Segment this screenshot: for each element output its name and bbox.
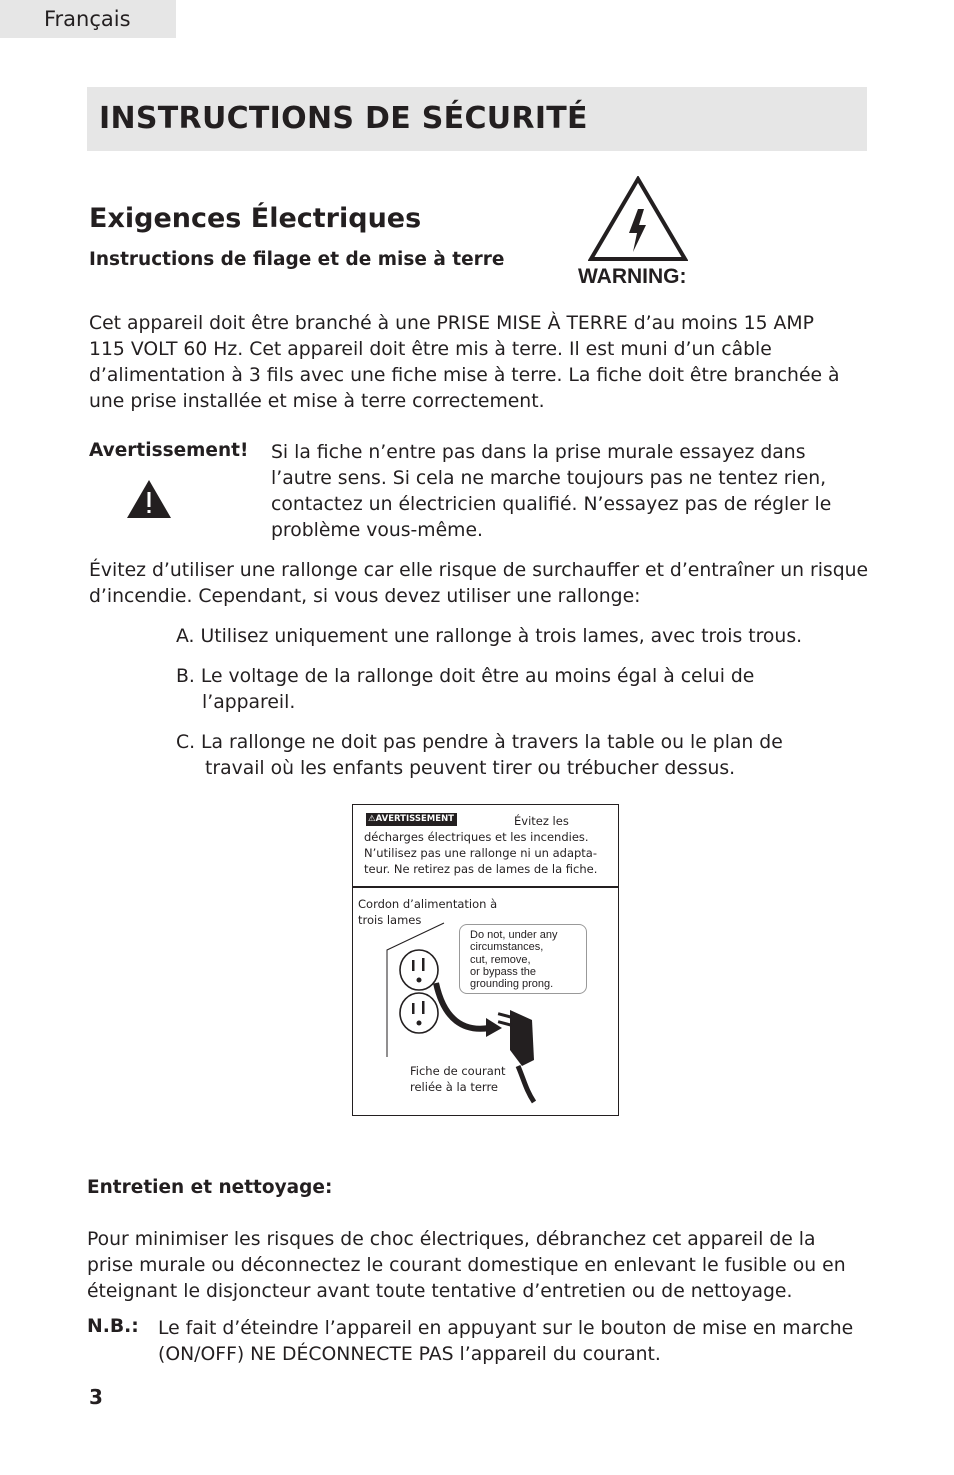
nb-text xyxy=(158,1316,878,1368)
outlet-receptacle-icon xyxy=(400,950,438,990)
callout-line: grounding prong. xyxy=(470,978,554,991)
avertissement-badge xyxy=(366,813,457,826)
paragraph-line: 115 VOLT 60 Hz. Cet appareil doit être mis à terre. Il est muni d’un câble xyxy=(89,339,772,360)
paragraph-line: l’autre sens. Si cela ne marche toujours pas ne tentez rien, xyxy=(271,468,827,489)
paragraph-line: une prise installée et mise à terre correctement. xyxy=(89,391,545,412)
paragraph-line: problème vous-même. xyxy=(271,520,483,541)
callout-text xyxy=(470,929,557,990)
caution-triangle-icon xyxy=(125,478,173,520)
list-item xyxy=(176,664,856,716)
title-banner xyxy=(87,87,867,151)
list-item xyxy=(176,730,856,782)
figure-line: Fiche de courant xyxy=(410,1064,506,1078)
plug-label xyxy=(410,1063,506,1095)
avertissement-text xyxy=(271,440,861,544)
outlet-receptacle-icon xyxy=(400,993,438,1033)
list-item-text: B. Le voltage de la rallonge doit être au moins égal à celui de xyxy=(176,666,755,687)
paragraph-line: éteignant le disjoncteur avant toute tentative d’entretien ou de nettoyage. xyxy=(87,1281,793,1302)
extension-intro xyxy=(89,558,879,610)
badge-label: AVERTISSEMENT xyxy=(375,814,454,824)
paragraph-line: prise murale ou déconnectez le courant domestique en enlevant le fusible ou en xyxy=(87,1255,846,1276)
figure-warning-first: Évitez les xyxy=(514,814,569,828)
list-item-continuation: travail où les enfants peuvent tirer ou trébucher dessus. xyxy=(205,758,736,779)
figure-warning-text xyxy=(364,829,614,877)
maintenance-heading: Entretien et nettoyage: xyxy=(87,1177,333,1198)
callout-line: circumstances, xyxy=(470,941,544,954)
badge-warning-icon: ⚠ xyxy=(368,814,376,824)
figure-divider xyxy=(352,886,619,888)
page-title: INSTRUCTIONS DE SÉCURITÉ xyxy=(99,101,588,136)
paragraph-line: Pour minimiser les risques de choc électriques, débranchez cet appareil de la xyxy=(87,1229,816,1250)
list-item-text: A. Utilisez uniquement une rallonge à trois lames, avec trois trous. xyxy=(176,626,803,647)
paragraph-line: d’alimentation à 3 fils avec une fiche mise à terre. La fiche doit être branchée à xyxy=(89,365,840,386)
paragraph-line: Le fait d’éteindre l’appareil en appuyant sur le bouton de mise en marche xyxy=(158,1318,854,1339)
callout-line: cut, remove, xyxy=(470,953,531,966)
list-item-continuation: l’appareil. xyxy=(202,692,296,713)
figure-line: teur. Ne retirez pas de lames de la fiche. xyxy=(364,862,598,876)
page-number: 3 xyxy=(89,1385,103,1409)
grounding-paragraph xyxy=(89,311,869,415)
callout-line: Do not, under any xyxy=(470,929,558,941)
paragraph-line: Évitez d’utiliser une rallonge car elle risque de surchauffer et d’entraîner un risque xyxy=(89,560,869,581)
high-voltage-warning-icon xyxy=(588,176,688,262)
figure-line: reliée à la terre xyxy=(410,1080,499,1094)
language-tab xyxy=(0,0,176,38)
avertissement-label: Avertissement! xyxy=(89,440,249,461)
paragraph-line: Cet appareil doit être branché à une PRISE MISE À TERRE d’au moins 15 AMP xyxy=(89,313,814,334)
paragraph-line: d’incendie. Cependant, si vous devez utiliser une rallonge: xyxy=(89,586,641,607)
list-item-text: C. La rallonge ne doit pas pendre à travers la table ou le plan de xyxy=(176,732,783,753)
maintenance-paragraph xyxy=(87,1227,867,1305)
nb-label: N.B.: xyxy=(87,1316,139,1337)
figure-line: Cordon d’alimentation à xyxy=(358,897,498,911)
figure-line: décharges électriques et les incendies. xyxy=(364,830,589,844)
paragraph-line: Si la fiche n’entre pas dans la prise murale essayez dans xyxy=(271,442,806,463)
warning-word: WARNING: xyxy=(578,265,687,288)
language-tab-label: Français xyxy=(44,7,131,31)
electrical-heading: Exigences Électriques xyxy=(89,203,422,234)
paragraph-line: contactez un électricien qualifié. N’essayez pas de régler le xyxy=(271,494,832,515)
paragraph-line: (ON/OFF) NE DÉCONNECTE PAS l’appareil du courant. xyxy=(158,1344,661,1365)
figure-line: trois lames xyxy=(358,913,422,927)
list-item xyxy=(176,624,856,650)
figure-line: N’utilisez pas une rallonge ni un adapta- xyxy=(364,846,597,860)
wiring-subheading: Instructions de filage et de mise à terre xyxy=(89,249,505,270)
callout-line: or bypass the xyxy=(470,965,537,978)
